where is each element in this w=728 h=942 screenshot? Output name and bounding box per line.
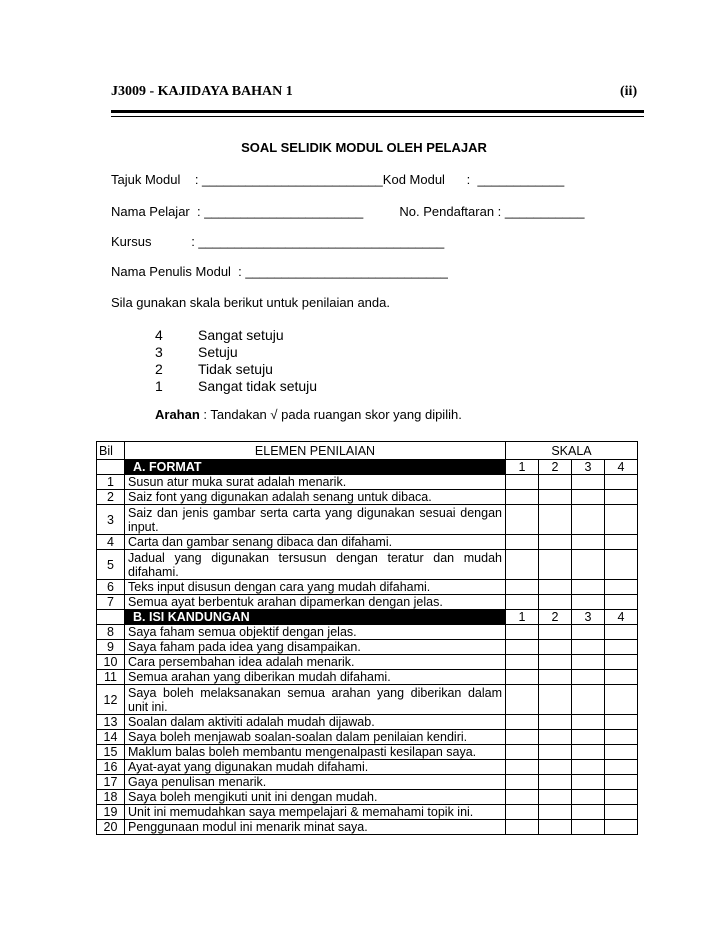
table-row	[97, 775, 638, 790]
score-checkbox-cell[interactable]	[605, 760, 638, 775]
scale-text: Sangat tidak setuju	[198, 378, 318, 394]
statement-text: Saya boleh mengikuti unit ini dengan mudah.	[128, 790, 378, 804]
table-row	[97, 595, 638, 610]
row-statement	[125, 475, 506, 490]
score-checkbox-cell[interactable]	[605, 775, 638, 790]
row-number: 1	[97, 475, 125, 490]
scale-text: Sangat setuju	[198, 327, 284, 343]
row-statement	[125, 730, 506, 745]
score-checkbox-cell[interactable]	[539, 580, 572, 595]
row-number: 8	[97, 625, 125, 640]
row-number: 18	[97, 790, 125, 805]
row-number: 13	[97, 715, 125, 730]
score-checkbox-cell[interactable]	[539, 640, 572, 655]
score-checkbox-cell[interactable]	[572, 550, 605, 580]
page-title: SOAL SELIDIK MODUL OLEH PELAJAR	[241, 140, 487, 155]
row-statement	[125, 745, 506, 760]
table-row	[97, 640, 638, 655]
statement-text: Saya faham semua objektif dengan jelas.	[128, 625, 357, 639]
score-checkbox-cell[interactable]	[572, 670, 605, 685]
score-checkbox-cell[interactable]	[539, 535, 572, 550]
row-statement	[125, 790, 506, 805]
score-checkbox-cell[interactable]	[506, 595, 539, 610]
table-row	[97, 805, 638, 820]
row-statement	[125, 580, 506, 595]
row-number: 3	[97, 505, 125, 535]
score-checkbox-cell[interactable]	[605, 655, 638, 670]
score-checkbox-cell[interactable]	[506, 655, 539, 670]
field-nama-penulis[interactable]: Nama Penulis Modul : ____________________________	[111, 264, 448, 279]
scale-number: 2	[155, 361, 163, 377]
score-checkbox-cell[interactable]	[506, 745, 539, 760]
score-checkbox-cell[interactable]	[506, 505, 539, 535]
section-header-row	[97, 610, 638, 625]
score-checkbox-cell[interactable]	[605, 670, 638, 685]
row-statement	[125, 760, 506, 775]
table-row	[97, 760, 638, 775]
table-row	[97, 475, 638, 490]
row-number: 7	[97, 595, 125, 610]
score-checkbox-cell[interactable]	[572, 595, 605, 610]
scale-column-number: 4	[605, 610, 638, 625]
row-number: 2	[97, 490, 125, 505]
row-statement	[125, 595, 506, 610]
score-checkbox-cell[interactable]	[605, 475, 638, 490]
score-checkbox-cell[interactable]	[539, 550, 572, 580]
statement-text: Saya boleh melaksanakan semua arahan yang diberikan dalam unit ini.	[128, 685, 502, 714]
table-row	[97, 745, 638, 760]
score-checkbox-cell[interactable]	[506, 535, 539, 550]
score-checkbox-cell[interactable]	[539, 670, 572, 685]
score-checkbox-cell[interactable]	[506, 670, 539, 685]
table-row	[97, 625, 638, 640]
row-statement	[125, 505, 506, 535]
row-number: 14	[97, 730, 125, 745]
section-header-row	[97, 460, 638, 475]
score-checkbox-cell[interactable]	[572, 730, 605, 745]
score-checkbox-cell[interactable]	[539, 790, 572, 805]
section-title: A. FORMAT	[125, 460, 506, 475]
statement-text: Unit ini memudahkan saya mempelajari & memahami topik ini.	[128, 805, 474, 819]
row-statement	[125, 775, 506, 790]
statement-text: Maklum balas boleh membantu mengenalpasti kesilapan saya.	[128, 745, 477, 759]
section-bil-cell	[97, 460, 125, 475]
field-tajuk-modul[interactable]: Tajuk Modul : _________________________Kod Modul : ____________	[111, 172, 565, 187]
scale-number: 3	[155, 344, 163, 360]
score-checkbox-cell[interactable]	[506, 790, 539, 805]
col-skala-header: SKALA	[506, 442, 638, 460]
row-number: 11	[97, 670, 125, 685]
statement-text: Susun atur muka surat adalah menarik.	[128, 475, 347, 489]
row-number: 19	[97, 805, 125, 820]
row-number: 6	[97, 580, 125, 595]
table-row	[97, 685, 638, 715]
score-checkbox-cell[interactable]	[572, 490, 605, 505]
score-checkbox-cell[interactable]	[605, 745, 638, 760]
table-row	[97, 505, 638, 535]
table-row	[97, 790, 638, 805]
score-checkbox-cell[interactable]	[605, 580, 638, 595]
score-checkbox-cell[interactable]	[572, 715, 605, 730]
page-number: (ii)	[620, 84, 638, 99]
row-number: 15	[97, 745, 125, 760]
statement-text: Ayat-ayat yang digunakan mudah difahami.	[128, 760, 369, 774]
arahan-label: Arahan	[155, 407, 200, 422]
score-checkbox-cell[interactable]	[572, 820, 605, 835]
score-checkbox-cell[interactable]	[605, 505, 638, 535]
score-checkbox-cell[interactable]	[506, 820, 539, 835]
score-checkbox-cell[interactable]	[572, 760, 605, 775]
row-statement	[125, 625, 506, 640]
statement-text: Saiz font yang digunakan adalah senang untuk dibaca.	[128, 490, 432, 504]
scale-column-number: 4	[605, 460, 638, 475]
score-checkbox-cell[interactable]	[572, 580, 605, 595]
row-statement	[125, 490, 506, 505]
score-checkbox-cell[interactable]	[539, 820, 572, 835]
section-title: B. ISI KANDUNGAN	[125, 610, 506, 625]
table-row	[97, 670, 638, 685]
score-checkbox-cell[interactable]	[539, 490, 572, 505]
row-number: 9	[97, 640, 125, 655]
table-row	[97, 490, 638, 505]
score-checkbox-cell[interactable]	[605, 685, 638, 715]
scale-number: 1	[155, 378, 163, 394]
statement-text: Saiz dan jenis gambar serta carta yang digunakan sesuai dengan input.	[128, 505, 502, 534]
scale-column-number: 1	[506, 460, 539, 475]
score-checkbox-cell[interactable]	[605, 790, 638, 805]
statement-text: Soalan dalam aktiviti adalah mudah dijawab.	[128, 715, 375, 729]
score-checkbox-cell[interactable]	[539, 685, 572, 715]
scale-column-number: 3	[572, 460, 605, 475]
score-checkbox-cell[interactable]	[572, 505, 605, 535]
score-checkbox-cell[interactable]	[572, 790, 605, 805]
row-statement	[125, 805, 506, 820]
arahan-text: : Tandakan √ pada ruangan skor yang dipilih.	[199, 407, 462, 422]
score-checkbox-cell[interactable]	[605, 550, 638, 580]
score-checkbox-cell[interactable]	[506, 685, 539, 715]
score-checkbox-cell[interactable]	[539, 730, 572, 745]
score-checkbox-cell[interactable]	[539, 655, 572, 670]
score-checkbox-cell[interactable]	[605, 625, 638, 640]
header-rule-thin	[111, 116, 644, 117]
score-checkbox-cell[interactable]	[572, 805, 605, 820]
scale-instruction: Sila gunakan skala berikut untuk penilaian anda.	[111, 295, 390, 310]
row-statement	[125, 670, 506, 685]
row-number: 16	[97, 760, 125, 775]
row-number: 10	[97, 655, 125, 670]
score-checkbox-cell[interactable]	[506, 640, 539, 655]
score-checkbox-cell[interactable]	[605, 715, 638, 730]
score-checkbox-cell[interactable]	[506, 775, 539, 790]
score-checkbox-cell[interactable]	[539, 505, 572, 535]
score-checkbox-cell[interactable]	[605, 595, 638, 610]
scale-column-number: 2	[539, 460, 572, 475]
statement-text: Teks input disusun dengan cara yang mudah difahami.	[128, 580, 431, 594]
score-checkbox-cell[interactable]	[539, 475, 572, 490]
score-checkbox-cell[interactable]	[506, 715, 539, 730]
field-nama-pelajar[interactable]: Nama Pelajar : ______________________ No. Pendaftaran : ___________	[111, 204, 585, 219]
statement-text: Jadual yang digunakan tersusun dengan teratur dan mudah difahami.	[128, 550, 502, 579]
score-checkbox-cell[interactable]	[539, 595, 572, 610]
score-checkbox-cell[interactable]	[572, 640, 605, 655]
row-statement	[125, 715, 506, 730]
statement-text: Carta dan gambar senang dibaca dan difahami.	[128, 535, 393, 549]
score-checkbox-cell[interactable]	[572, 685, 605, 715]
score-checkbox-cell[interactable]	[572, 745, 605, 760]
score-checkbox-cell[interactable]	[572, 655, 605, 670]
row-number: 5	[97, 550, 125, 580]
scale-text: Tidak setuju	[198, 361, 273, 377]
score-checkbox-cell[interactable]	[605, 640, 638, 655]
score-checkbox-cell[interactable]	[605, 490, 638, 505]
table-row	[97, 580, 638, 595]
score-checkbox-cell[interactable]	[605, 730, 638, 745]
score-checkbox-cell[interactable]	[539, 625, 572, 640]
table-row	[97, 730, 638, 745]
statement-text: Cara persembahan idea adalah menarik.	[128, 655, 355, 669]
row-number: 20	[97, 820, 125, 835]
statement-text: Penggunaan modul ini menarik minat saya.	[128, 820, 368, 834]
row-number: 12	[97, 685, 125, 715]
section-bil-cell	[97, 610, 125, 625]
table-row	[97, 820, 638, 835]
score-checkbox-cell[interactable]	[572, 535, 605, 550]
row-statement	[125, 550, 506, 580]
table-header-row	[97, 442, 638, 460]
score-checkbox-cell[interactable]	[506, 760, 539, 775]
score-checkbox-cell[interactable]	[572, 775, 605, 790]
table-row	[97, 715, 638, 730]
score-checkbox-cell[interactable]	[605, 805, 638, 820]
score-checkbox-cell[interactable]	[506, 730, 539, 745]
score-checkbox-cell[interactable]	[605, 535, 638, 550]
col-bil-header: Bil	[97, 442, 125, 460]
score-checkbox-cell[interactable]	[506, 475, 539, 490]
row-statement	[125, 535, 506, 550]
score-checkbox-cell[interactable]	[506, 625, 539, 640]
score-checkbox-cell[interactable]	[539, 760, 572, 775]
table-row	[97, 550, 638, 580]
evaluation-table	[96, 441, 638, 835]
field-kursus[interactable]: Kursus : __________________________________	[111, 234, 445, 249]
row-statement	[125, 820, 506, 835]
score-checkbox-cell[interactable]	[539, 715, 572, 730]
scale-text: Setuju	[198, 344, 238, 360]
score-checkbox-cell[interactable]	[539, 775, 572, 790]
statement-text: Semua ayat berbentuk arahan dipamerkan dengan jelas.	[128, 595, 443, 609]
row-number: 17	[97, 775, 125, 790]
score-checkbox-cell[interactable]	[506, 490, 539, 505]
score-checkbox-cell[interactable]	[539, 805, 572, 820]
statement-text: Saya faham pada idea yang disampaikan.	[128, 640, 361, 654]
table-row	[97, 655, 638, 670]
scale-column-number: 3	[572, 610, 605, 625]
score-checkbox-cell[interactable]	[506, 550, 539, 580]
arahan-instruction	[155, 407, 462, 422]
row-statement	[125, 640, 506, 655]
table-row	[97, 535, 638, 550]
scale-number: 4	[155, 327, 163, 343]
score-checkbox-cell[interactable]	[506, 580, 539, 595]
statement-text: Gaya penulisan menarik.	[128, 775, 267, 789]
col-elemen-header: ELEMEN PENILAIAN	[125, 442, 506, 460]
row-statement	[125, 655, 506, 670]
statement-text: Semua arahan yang diberikan mudah difahami.	[128, 670, 391, 684]
score-checkbox-cell[interactable]	[572, 475, 605, 490]
statement-text: Saya boleh menjawab soalan-soalan dalam penilaian kendiri.	[128, 730, 468, 744]
row-statement	[125, 685, 506, 715]
scale-column-number: 1	[506, 610, 539, 625]
score-checkbox-cell[interactable]	[506, 805, 539, 820]
header-rule-thick	[111, 110, 644, 113]
score-checkbox-cell[interactable]	[605, 820, 638, 835]
score-checkbox-cell[interactable]	[539, 745, 572, 760]
scale-column-number: 2	[539, 610, 572, 625]
row-number: 4	[97, 535, 125, 550]
score-checkbox-cell[interactable]	[572, 625, 605, 640]
document-header: J3009 - KAJIDAYA BAHAN 1	[111, 84, 293, 99]
